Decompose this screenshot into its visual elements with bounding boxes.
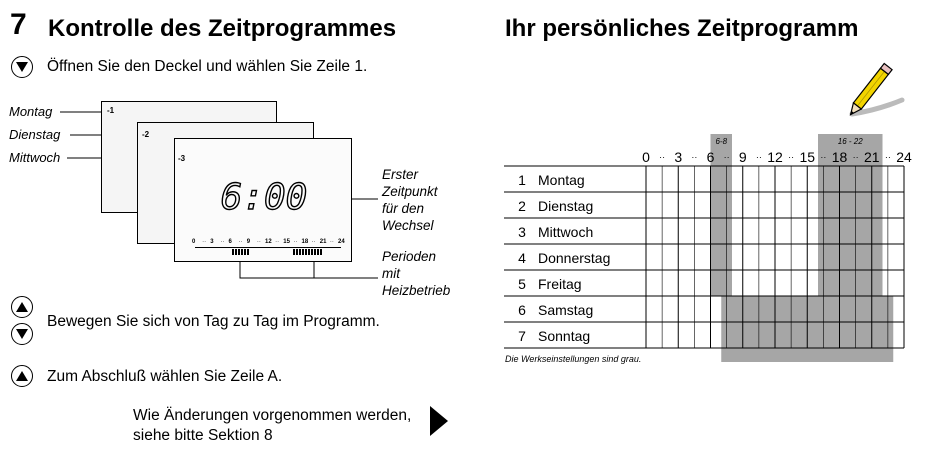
hour-label: 21 [863, 149, 880, 165]
hour-label: 3 [674, 149, 683, 165]
lcd-heat-bar [317, 249, 319, 255]
period-label-evening: 16 - 22 [837, 137, 863, 146]
screen-line-number: -3 [178, 154, 186, 163]
lcd-scale-label: 9 [246, 239, 251, 245]
row-number: 6 [518, 302, 526, 318]
hour-label: 9 [738, 149, 747, 165]
screen-line-number: -2 [142, 130, 150, 139]
row-number: 2 [518, 198, 526, 214]
up-arrow-button [11, 296, 33, 318]
lcd-heat-bar [235, 249, 237, 255]
note-heating-periods: Perioden mit Heizbetrieb [382, 249, 451, 298]
row-number: 4 [518, 250, 526, 266]
hour-label: 0 [642, 149, 650, 165]
note-first-time: Erster Zeitpunkt für den Wechsel [382, 167, 438, 233]
lcd-heat-bar [320, 249, 322, 255]
triangle-up-icon [16, 371, 28, 381]
hour-separator: ·· [788, 152, 795, 162]
hour-separator: ·· [691, 152, 698, 162]
row-day-name: Donnerstag [538, 250, 611, 266]
row-day-name: Samstag [538, 302, 594, 318]
hour-separator: ·· [723, 152, 730, 162]
row-number: 1 [518, 172, 526, 188]
hour-separator: ·· [659, 152, 666, 162]
lcd-scale-label: 12 [265, 239, 272, 245]
lcd-heat-bar [305, 249, 307, 255]
hour-label: 24 [896, 149, 912, 165]
lcd-heat-bar [241, 249, 243, 255]
lcd-scale-label: 6 [228, 239, 232, 245]
hour-label: 18 [831, 149, 848, 165]
footer-reference: Wie Änderungen vorgenommen werden, siehe bitte Sektion 8 [133, 407, 412, 444]
section-number: 7 [10, 8, 27, 41]
lcd-scale-line [195, 247, 341, 248]
hour-label: 6 [706, 149, 715, 165]
row-day-name: Freitag [538, 276, 582, 292]
day-label-1: Montag [9, 104, 53, 119]
row-day-name: Mittwoch [538, 224, 594, 240]
lcd-heat-bar [311, 249, 313, 255]
hour-separator: ·· [852, 152, 859, 162]
instruction-finish: Zum Abschluß wählen Sie Zeile A. [47, 368, 283, 385]
screen-line-number: -1 [107, 106, 115, 115]
down-arrow-button [11, 323, 33, 345]
lcd-heat-bar [244, 249, 246, 255]
instruction-open: Öffnen Sie den Deckel und wählen Sie Zeile 1. [47, 58, 368, 75]
factory-settings-note: Die Werkseinstellungen sind grau. [505, 354, 642, 364]
row-number: 3 [518, 224, 526, 240]
pencil-icon [838, 54, 908, 126]
lcd-heat-bar [247, 249, 249, 255]
row-number: 5 [518, 276, 526, 292]
row-number: 7 [518, 328, 526, 344]
schedule-title: Ihr persönliches Zeitprogramm [505, 15, 859, 42]
row-day-name: Dienstag [538, 198, 594, 214]
hour-separator: ·· [820, 152, 827, 162]
lcd-heat-bar [232, 249, 234, 255]
lcd-heat-bar [293, 249, 295, 255]
hour-separator: ·· [755, 152, 762, 162]
period-label-morning: 6-8 [715, 137, 728, 146]
lcd-scale-label: 18 [301, 239, 309, 245]
hour-label: 15 [799, 149, 816, 165]
triangle-up-icon [16, 302, 28, 312]
lcd-time-value: 6:00 [220, 177, 308, 218]
day-label-2: Dienstag [9, 127, 61, 142]
up-arrow-button [11, 365, 33, 387]
weekly-schedule-grid [500, 128, 920, 366]
lcd-heat-bar [302, 249, 304, 255]
lcd-scale-label: 21 [319, 239, 327, 245]
next-page-arrow-icon[interactable] [430, 406, 448, 436]
lcd-scale-label: 0 [192, 239, 196, 245]
section-title: Kontrolle des Zeitprogrammes [48, 15, 397, 42]
lcd-heat-bar [296, 249, 298, 255]
lcd-time-display [220, 175, 308, 218]
hour-label: 12 [767, 149, 783, 165]
lcd-heat-bar [308, 249, 310, 255]
lcd-heat-bar [238, 249, 240, 255]
lcd-screen-wednesday [174, 138, 352, 262]
hour-separator: ·· [884, 152, 891, 162]
row-day-name: Montag [538, 172, 585, 188]
instruction-navigate: Bewegen Sie sich von Tag zu Tag im Programm. [47, 313, 380, 330]
lcd-scale-label: 3 [210, 239, 214, 245]
row-day-name: Sonntag [538, 328, 591, 344]
lcd-hour-scale: 0 ·· 3 ·· 6 ·· 9 ·· 12 ·· 15 ·· 18 ·· 21 ·· 24 [192, 239, 345, 245]
lcd-scale-label: 15 [283, 239, 290, 245]
lcd-scale-label: 24 [338, 239, 345, 245]
triangle-down-icon [16, 329, 28, 339]
lcd-heat-bar [299, 249, 301, 255]
lcd-heat-bar [314, 249, 316, 255]
day-label-3: Mittwoch [9, 150, 61, 165]
